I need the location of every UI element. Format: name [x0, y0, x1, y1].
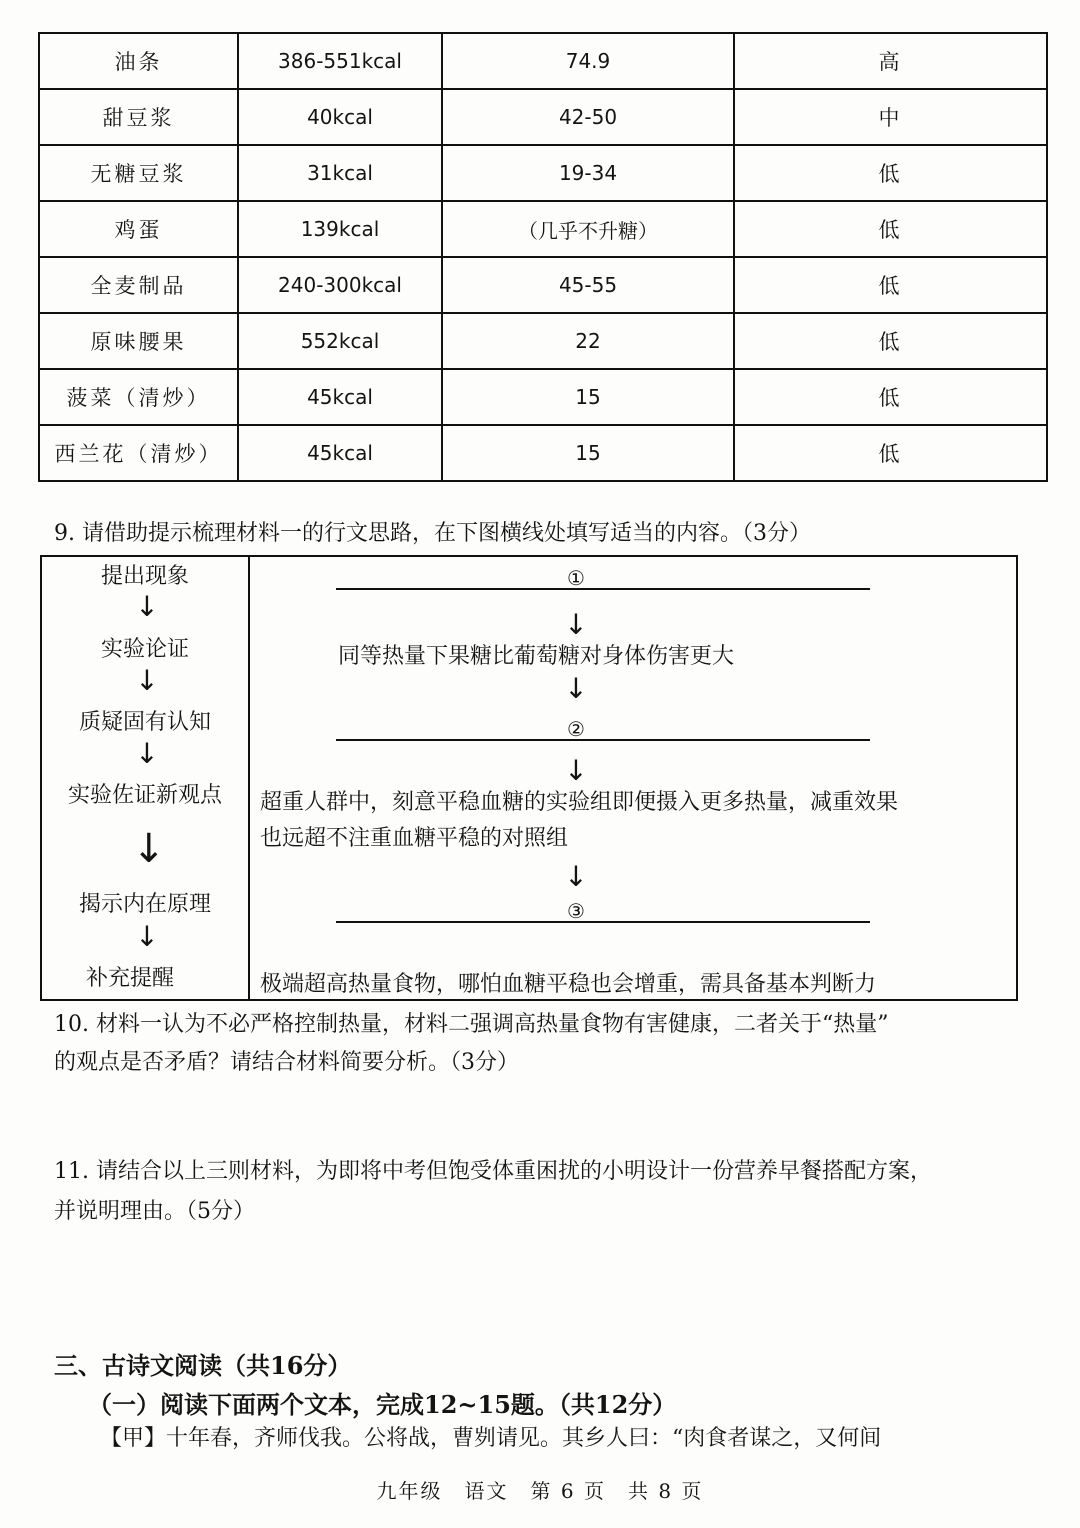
table-row	[39, 257, 1047, 313]
calories-cell: 552kcal	[238, 313, 442, 369]
food-name-cell: 全麦制品	[39, 257, 238, 313]
calories-cell: 40kcal	[238, 89, 442, 145]
gi-cell: 42-50	[442, 89, 734, 145]
flow-diagram	[40, 555, 1018, 1001]
food-name-cell: 无糖豆浆	[39, 145, 238, 201]
gi-cell: 15	[442, 425, 734, 481]
passage-jia-line1: 【甲】十年春，齐师伐我。公将战，曹刿请见。其乡人曰：“肉食者谋之，又何间	[100, 1426, 882, 1451]
page-footer: 九年级 语文 第 6 页 共 8 页	[376, 1479, 704, 1503]
section-3-title: 三、古诗文阅读（共16分）	[54, 1351, 352, 1380]
arrow-down-icon: ↓	[132, 826, 166, 872]
step-propose-phenomenon: 提出现象	[100, 564, 189, 589]
flow-text-2-line1: 超重人群中，刻意平稳血糖的实验组即便摄入更多热量，减重效果	[260, 790, 899, 815]
arrow-down-icon: ↓	[564, 672, 588, 705]
table-row	[39, 425, 1047, 481]
calories-cell: 45kcal	[238, 425, 442, 481]
arrow-down-icon: ↓	[135, 737, 159, 770]
arrow-down-icon: ↓	[564, 608, 588, 641]
gi-level-cell: 中	[734, 89, 1047, 145]
flow-text-1: 同等热量下果糖比葡萄糖对身体伤害更大	[338, 644, 735, 669]
arrow-down-icon: ↓	[135, 590, 159, 623]
gi-cell: （几乎不升糖）	[442, 201, 734, 257]
blank-marker-2: ②	[567, 717, 585, 741]
blank-marker-3: ③	[567, 899, 585, 923]
arrow-down-icon: ↓	[564, 860, 588, 893]
food-name-cell: 油条	[39, 33, 238, 89]
food-name-cell: 原味腰果	[39, 313, 238, 369]
gi-cell: 45-55	[442, 257, 734, 313]
flow-divider	[248, 557, 250, 1001]
food-table	[38, 32, 1048, 482]
gi-level-cell: 低	[734, 201, 1047, 257]
food-name-cell: 西兰花（清炒）	[39, 425, 238, 481]
table-row	[39, 313, 1047, 369]
step-experiment-proof: 实验论证	[100, 637, 189, 662]
gi-level-cell: 低	[734, 369, 1047, 425]
table-row	[39, 33, 1047, 89]
arrow-down-icon: ↓	[135, 664, 159, 697]
calories-cell: 386-551kcal	[238, 33, 442, 89]
gi-level-cell: 高	[734, 33, 1047, 89]
step-new-viewpoint: 实验佐证新观点	[67, 783, 222, 808]
arrow-down-icon: ↓	[135, 920, 159, 953]
step-reveal-principle: 揭示内在原理	[78, 892, 211, 917]
step-supplement-reminder: 补充提醒	[85, 966, 174, 991]
question-10-line1: 10. 材料一认为不必严格控制热量，材料二强调高热量食物有害健康，二者关于“热量”	[54, 1012, 889, 1037]
gi-level-cell: 低	[734, 313, 1047, 369]
subsection-1-title: （一）阅读下面两个文本，完成12~15题。（共12分）	[88, 1390, 677, 1419]
table-row	[39, 369, 1047, 425]
answer-blank-2[interactable]	[336, 739, 870, 741]
question-11-line2: 并说明理由。（5分）	[54, 1199, 255, 1224]
food-name-cell: 菠菜（清炒）	[39, 369, 238, 425]
flow-text-3: 极端超高热量食物，哪怕血糖平稳也会增重，需具备基本判断力	[260, 972, 877, 997]
calories-cell: 31kcal	[238, 145, 442, 201]
gi-level-cell: 低	[734, 425, 1047, 481]
food-name-cell: 甜豆浆	[39, 89, 238, 145]
answer-blank-3[interactable]	[336, 921, 870, 923]
step-question-cognition: 质疑固有认知	[78, 710, 211, 735]
calories-cell: 45kcal	[238, 369, 442, 425]
question-11-line1: 11. 请结合以上三则材料，为即将中考但饱受体重困扰的小明设计一份营养早餐搭配方案，	[54, 1159, 932, 1184]
calories-cell: 240-300kcal	[238, 257, 442, 313]
gi-cell: 22	[442, 313, 734, 369]
food-name-cell: 鸡蛋	[39, 201, 238, 257]
gi-cell: 15	[442, 369, 734, 425]
calories-cell: 139kcal	[238, 201, 442, 257]
gi-cell: 74.9	[442, 33, 734, 89]
blank-marker-1: ①	[567, 566, 585, 590]
table-row	[39, 201, 1047, 257]
gi-cell: 19-34	[442, 145, 734, 201]
flow-text-2-line2: 也远超不注重血糖平稳的对照组	[260, 826, 569, 851]
gi-level-cell: 低	[734, 145, 1047, 201]
question-10-line2: 的观点是否矛盾？请结合材料简要分析。（3分）	[54, 1050, 519, 1075]
table-row	[39, 145, 1047, 201]
gi-level-cell: 低	[734, 257, 1047, 313]
table-row	[39, 89, 1047, 145]
arrow-down-icon: ↓	[564, 754, 588, 787]
answer-blank-1[interactable]	[336, 588, 870, 590]
question-9: 9. 请借助提示梳理材料一的行文思路，在下图横线处填写适当的内容。（3分）	[54, 521, 811, 546]
